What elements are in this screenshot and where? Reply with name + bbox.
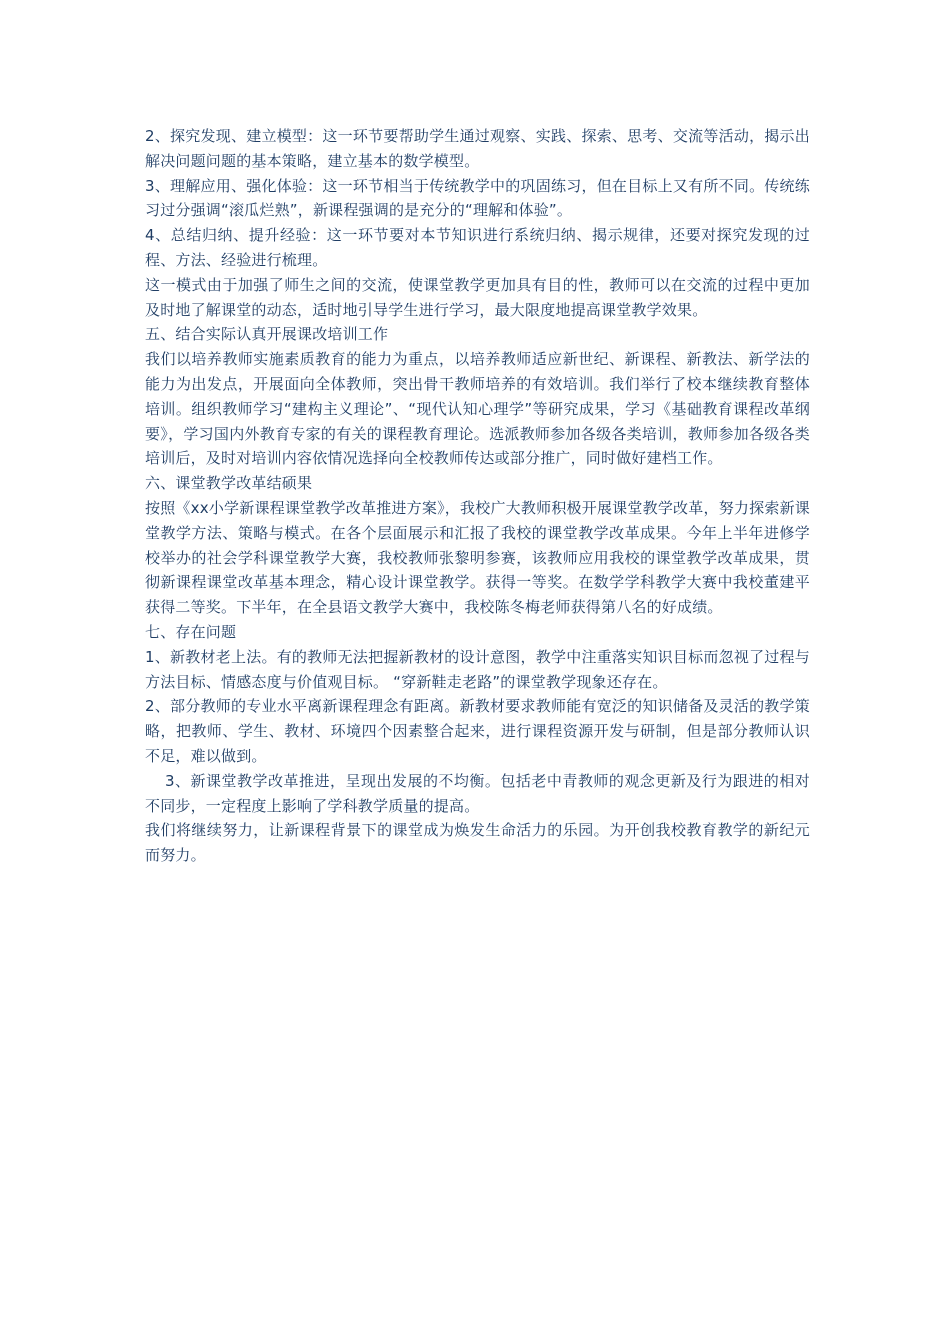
section-heading-problems: 七、存在问题: [145, 622, 237, 641]
section-heading-results: 六、课堂教学改革结硕果: [145, 474, 313, 493]
paragraph-results: 按照《xx小学新课程课堂教学改革推进方案》，我校广大教师积极开展课堂教学改革，努力探索新课堂教学方法、策略与模式。在各个层面展示和汇报了我校的课堂教学改革成果。今年上半年进修学校举办的社会学科课堂教学大赛，我校教师张黎明参赛，该教师应用我校的课堂教学改革成果，贯彻新课程课堂改革基本理念，精心设计课堂教学。获得一等奖。在数学学科教学大赛中我校董建平获得二等奖。下半年，在全县语文教学大赛中，我校陈冬梅老师获得第八名的好成绩。: [145, 498, 810, 617]
paragraph-step-4: 4、总结归纳、提升经验：这一环节要对本节知识进行系统归纳、揭示规律，还要对探究发现的过程、方法、经验进行梳理。: [145, 226, 810, 269]
paragraph-problem-1: 1、新教材老上法。有的教师无法把握新教材的设计意图，教学中注重落实知识目标而忽视了过程与方法目标、情感态度与价值观目标。 “穿新鞋走老路”的课堂教学现象还存在。: [145, 647, 810, 691]
paragraph-closing: 我们将继续努力，让新课程背景下的课堂成为焕发生命活力的乐园。为开创我校教育教学的新纪元而努力。: [145, 821, 810, 865]
paragraph-model-summary: 这一模式由于加强了师生之间的交流，使课堂教学更加具有目的性，教师可以在交流的过程中更加及时地了解课堂的动态，适时地引导学生进行学习，最大限度地提高课堂教学效果。: [145, 275, 810, 319]
paragraph-problem-2: 2、部分教师的专业水平离新课程理念有距离。新教材要求教师能有宽泛的知识储备及灵活的教学策略，把教师、学生、教材、环境四个因素整合起来，进行课程资源开发与研制，但是部分教师认识不足，难以做到。: [145, 697, 810, 765]
section-heading-training: 五、结合实际认真开展课改培训工作: [145, 325, 389, 344]
document-body: [145, 124, 810, 868]
paragraph-training: 我们以培养教师实施素质教育的能力为重点，以培养教师适应新世纪、新课程、新教法、新学法的能力为出发点，开展面向全体教师，突出骨干教师培养的有效培训。我们举行了校本继续教育整体培训。组织教师学习“建构主义理论”、“现代认知心理学”等研究成果，学习《基础教育课程改革纲要》，学习国内外教育专家的有关的课程教育理论。选派教师参加各级各类培训，教师参加各级各类培训后，及时对培训内容依情况选择向全校教师传达或部分推广，同时做好建档工作。: [145, 350, 810, 468]
paragraph-step-2: 2、探究发现、建立模型：这一环节要帮助学生通过观察、实践、探索、思考、交流等活动，揭示出解决问题问题的基本策略，建立基本的数学模型。: [145, 127, 810, 170]
paragraph-step-3: 3、理解应用、强化体验：这一环节相当于传统教学中的巩固练习，但在目标上又有所不同。传统练习过分强调“滚瓜烂熟”，新课程强调的是充分的“理解和体验”。: [145, 176, 810, 220]
paragraph-problem-3: 3、新课堂教学改革推进，呈现出发展的不均衡。包括老中青教师的观念更新及行为跟进的相对不同步，一定程度上影响了学科教学质量的提高。: [145, 771, 810, 815]
